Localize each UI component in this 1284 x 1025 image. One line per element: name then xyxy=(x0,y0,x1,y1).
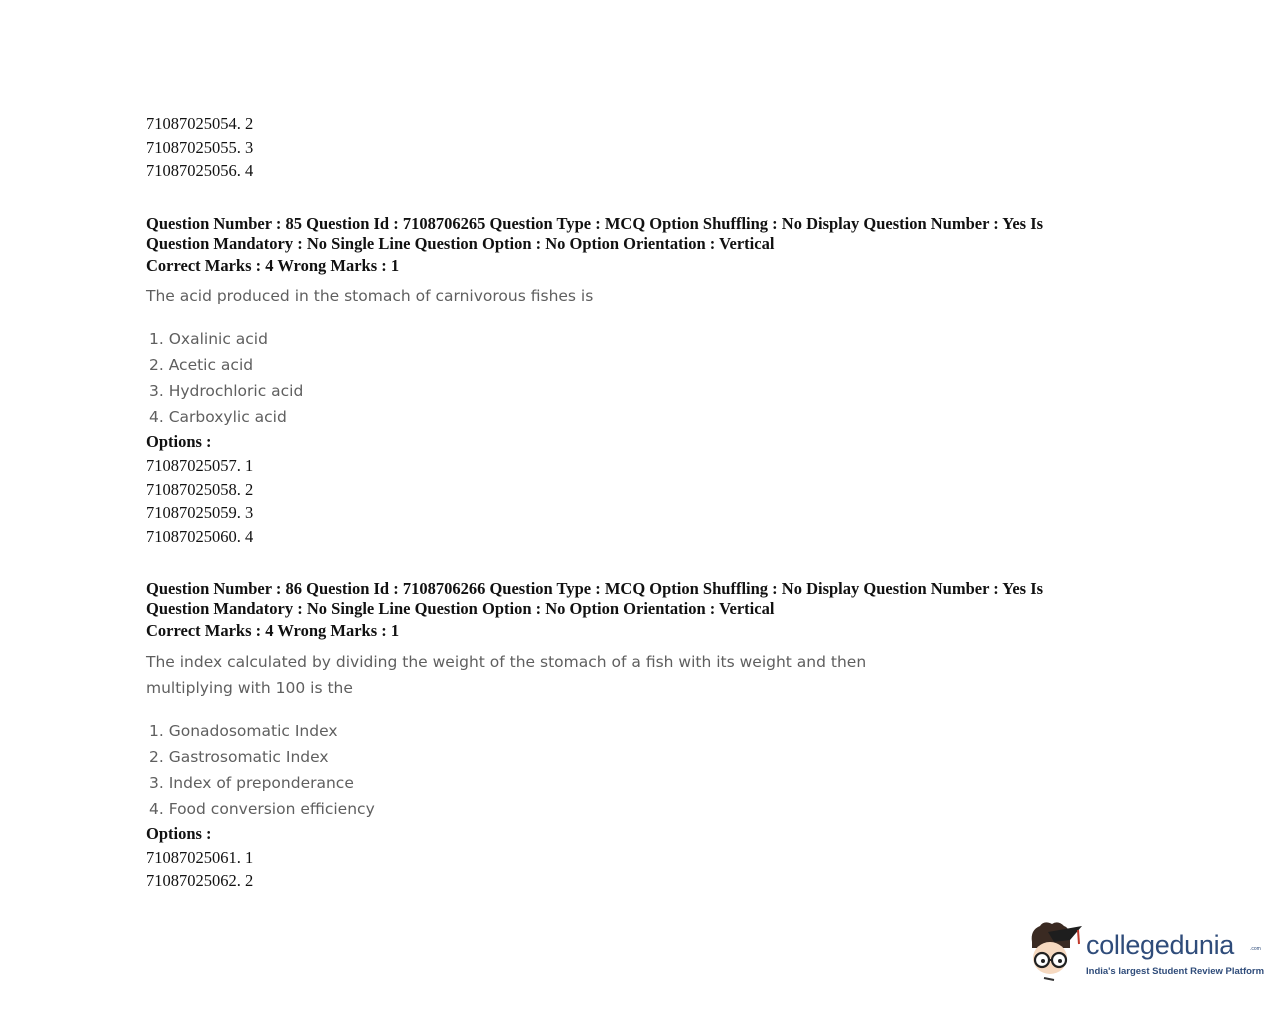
answer-choice: 2. Acetic acid xyxy=(149,356,254,375)
answer-choice: 1. Gonadosomatic Index xyxy=(149,721,338,740)
question-marks: Correct Marks : 4 Wrong Marks : 1 xyxy=(146,621,400,641)
question-text-line: The acid produced in the stomach of carnivorous fishes is xyxy=(146,287,594,306)
answer-choice: 4. Food conversion efficiency xyxy=(149,799,375,818)
options-list xyxy=(146,846,1106,893)
mascot-graduate-icon xyxy=(1026,918,1086,990)
document-page xyxy=(146,112,1106,893)
options-label: Options : xyxy=(146,432,212,452)
question-text xyxy=(146,283,1106,309)
question-text xyxy=(146,649,1106,701)
answer-choices xyxy=(146,718,1106,822)
question-meta-line: Question Number : 86 Question Id : 7108706266 Question Type : MCQ Option Shuffling : No Display Question Number : Yes Is xyxy=(146,579,1044,599)
previous-options-list xyxy=(146,112,1106,183)
option-id: 71087025055. 3 xyxy=(146,137,254,157)
logo-tagline: India's largest Student Review Platform xyxy=(1086,966,1265,977)
answer-choice: 1. Oxalinic acid xyxy=(149,330,268,349)
answer-choice: 4. Carboxylic acid xyxy=(149,408,287,427)
option-id: 71087025060. 4 xyxy=(146,526,254,546)
question-meta-line: Question Mandatory : No Single Line Question Option : No Option Orientation : Vertical xyxy=(146,233,775,253)
answer-choice: 2. Gastrosomatic Index xyxy=(149,747,329,766)
question-text-line: The index calculated by dividing the weight of the stomach of a fish with its weight and then xyxy=(146,652,867,671)
question-text-line: multiplying with 100 is the xyxy=(146,678,353,697)
answer-choice: 3. Hydrochloric acid xyxy=(149,382,304,401)
question-meta-line: Question Mandatory : No Single Line Question Option : No Option Orientation : Vertical xyxy=(146,599,775,619)
question-meta-line: Question Number : 85 Question Id : 7108706265 Question Type : MCQ Option Shuffling : No Display Question Number : Yes Is xyxy=(146,213,1044,233)
option-id: 71087025057. 1 xyxy=(146,455,254,475)
option-id: 71087025059. 3 xyxy=(146,503,254,523)
collegedunia-logo[interactable] xyxy=(1026,918,1266,990)
question-meta xyxy=(146,214,1106,254)
logo-wordmark: collegedunia xyxy=(1086,930,1235,960)
options-label: Options : xyxy=(146,823,212,843)
logo-dotcom: .com xyxy=(1250,946,1261,952)
option-id: 71087025054. 2 xyxy=(146,114,254,133)
answer-choice: 3. Index of preponderance xyxy=(149,773,354,792)
options-list xyxy=(146,454,1106,548)
question-block-85 xyxy=(146,214,1106,549)
question-marks: Correct Marks : 4 Wrong Marks : 1 xyxy=(146,255,400,275)
option-id: 71087025061. 1 xyxy=(146,847,254,867)
option-id: 71087025056. 4 xyxy=(146,161,254,181)
option-id: 71087025062. 2 xyxy=(146,871,254,891)
option-id: 71087025058. 2 xyxy=(146,479,254,499)
answer-choices xyxy=(146,326,1106,430)
question-block-86 xyxy=(146,579,1106,892)
question-meta xyxy=(146,579,1106,619)
